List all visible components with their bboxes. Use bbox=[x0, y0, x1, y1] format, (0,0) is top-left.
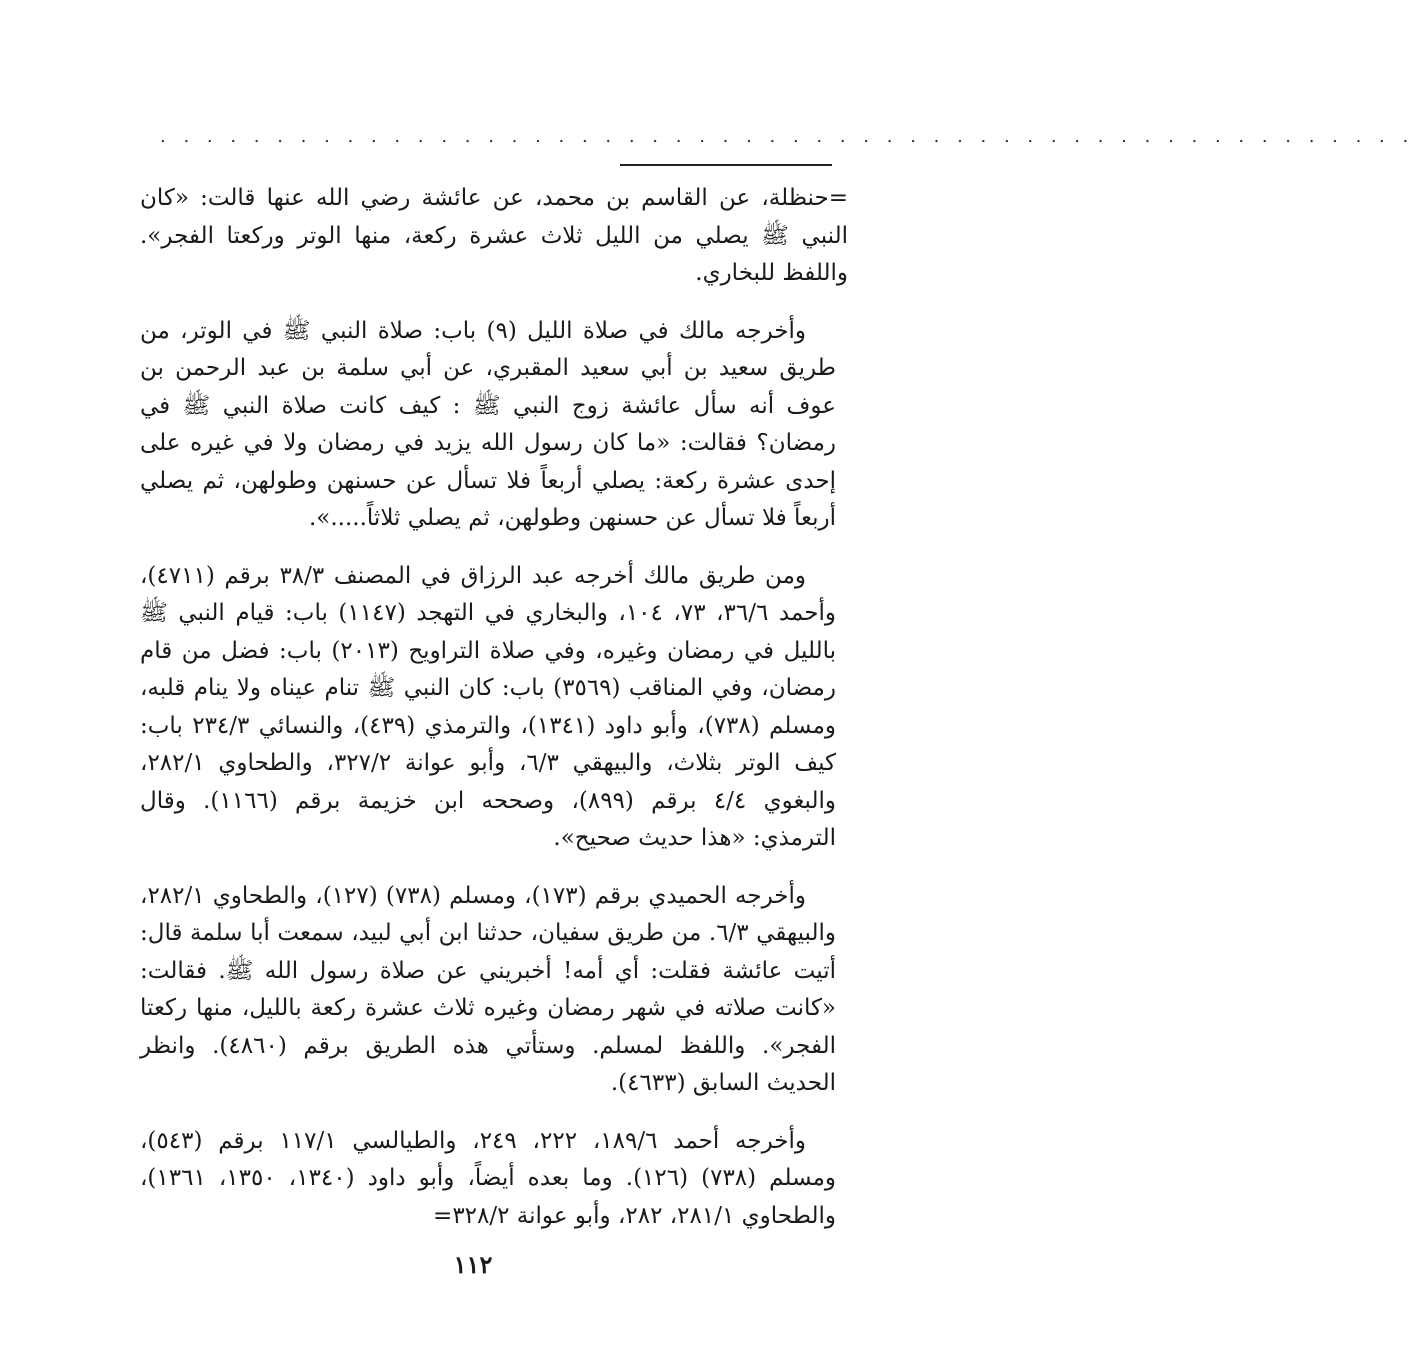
page-number: ١١٢ bbox=[453, 1250, 493, 1279]
footnote-separator-rule bbox=[620, 164, 832, 166]
footnote-body bbox=[140, 180, 848, 1255]
paragraph-ahmad: وأخرجه أحمد ١٨٩/٦، ٢٢٢، ٢٤٩، والطيالسي ١١٧/١ برقم (٥٤٣)، ومسلم (٧٣٨) (١٢٦). وما بعده أيضاً، وأبو داود (١٣٤٠، ١٣٥٠، ١٣٦١)، والطحاوي ٢٨١/١، ٢٨٢، وأبو عوانة ٣٢٨/٢= bbox=[140, 1127, 837, 1229]
header-dots: . . . . . . . . . . . . . . . . . . . . . . . . . . . . . . . . . . . . . . . . . . . . . . . . . . . . . . bbox=[160, 126, 1414, 147]
paragraph-abdurrazzaq: ومن طريق مالك أخرجه عبد الرزاق في المصنف ٣٨/٣ برقم (٤٧١١)، وأحمد ٣٦/٦، ٧٣، ١٠٤، والبخاري في التهجد (١١٤٧) باب: قيام النبي ﷺ بالليل في رمضان وغيره، وفي صلاة التراويح (٢٠١٣) باب: فضل من قام رمضان، وفي المناقب (٣٥٦٩) باب: كان النبي ﷺ تنام عيناه ولا ينام قلبه، ومسلم (٧٣٨)، وأبو داود (١٣٤١)، والترمذي (٤٣٩)، والنسائي ٢٣٤/٣ باب: كيف الوتر بثلاث، والبيهقي ٦/٣، وأبو عوانة ٣٢٧/٢، والطحاوي ٢٨٢/١، والبغوي ٤/٤ برقم (٨٩٩)، وصححه ابن خزيمة برقم (١١٦٦). وقال الترمذي: «هذا حديث صحيح». bbox=[140, 562, 836, 851]
paragraph-humaydi: وأخرجه الحميدي برقم (١٧٣)، ومسلم (٧٣٨) (١٢٧)، والطحاوي ٢٨٢/١، والبيهقي ٦/٣. من طريق سفيان، حدثنا ابن أبي لبيد، سمعت أبا سلمة قال: أتيت عائشة فقلت: أي أمه! أخبريني عن صلاة رسول الله ﷺ. فقالت: «كانت صلاته في شهر رمضان وغيره ثلاث عشرة ركعة بالليل، منها ركعتا الفجر». واللفظ لمسلم. وستأتي هذه الطريق برقم (٤٨٦٠). وانظر الحديث السابق (٤٦٣٣). bbox=[140, 882, 836, 1096]
paragraph-malik: وأخرجه مالك في صلاة الليل (٩) باب: صلاة النبي ﷺ في الوتر، من طريق سعيد بن أبي سعيد المقبري، عن أبي سلمة بن عبد الرحمن بن عوف أنه سأل عائشة زوج النبي ﷺ : كيف كانت صلاة النبي ﷺ في رمضان؟ فقالت: «ما كان رسول الله يزيد في رمضان ولا في غيره على إحدى عشرة ركعة: يصلي أربعاً فلا تسأل عن حسنهن وطولهن، ثم يصلي أربعاً فلا تسأل عن حسنهن وطولهن، ثم يصلي ثلاثاً.....». bbox=[140, 317, 836, 531]
paragraph-continuation: =حنظلة، عن القاسم بن محمد، عن عائشة رضي الله عنها قالت: «كان النبي ﷺ يصلي من الليل ثلاث عشرة ركعة، منها الوتر وركعتا الفجر». واللفظ للبخاري. bbox=[140, 185, 848, 286]
